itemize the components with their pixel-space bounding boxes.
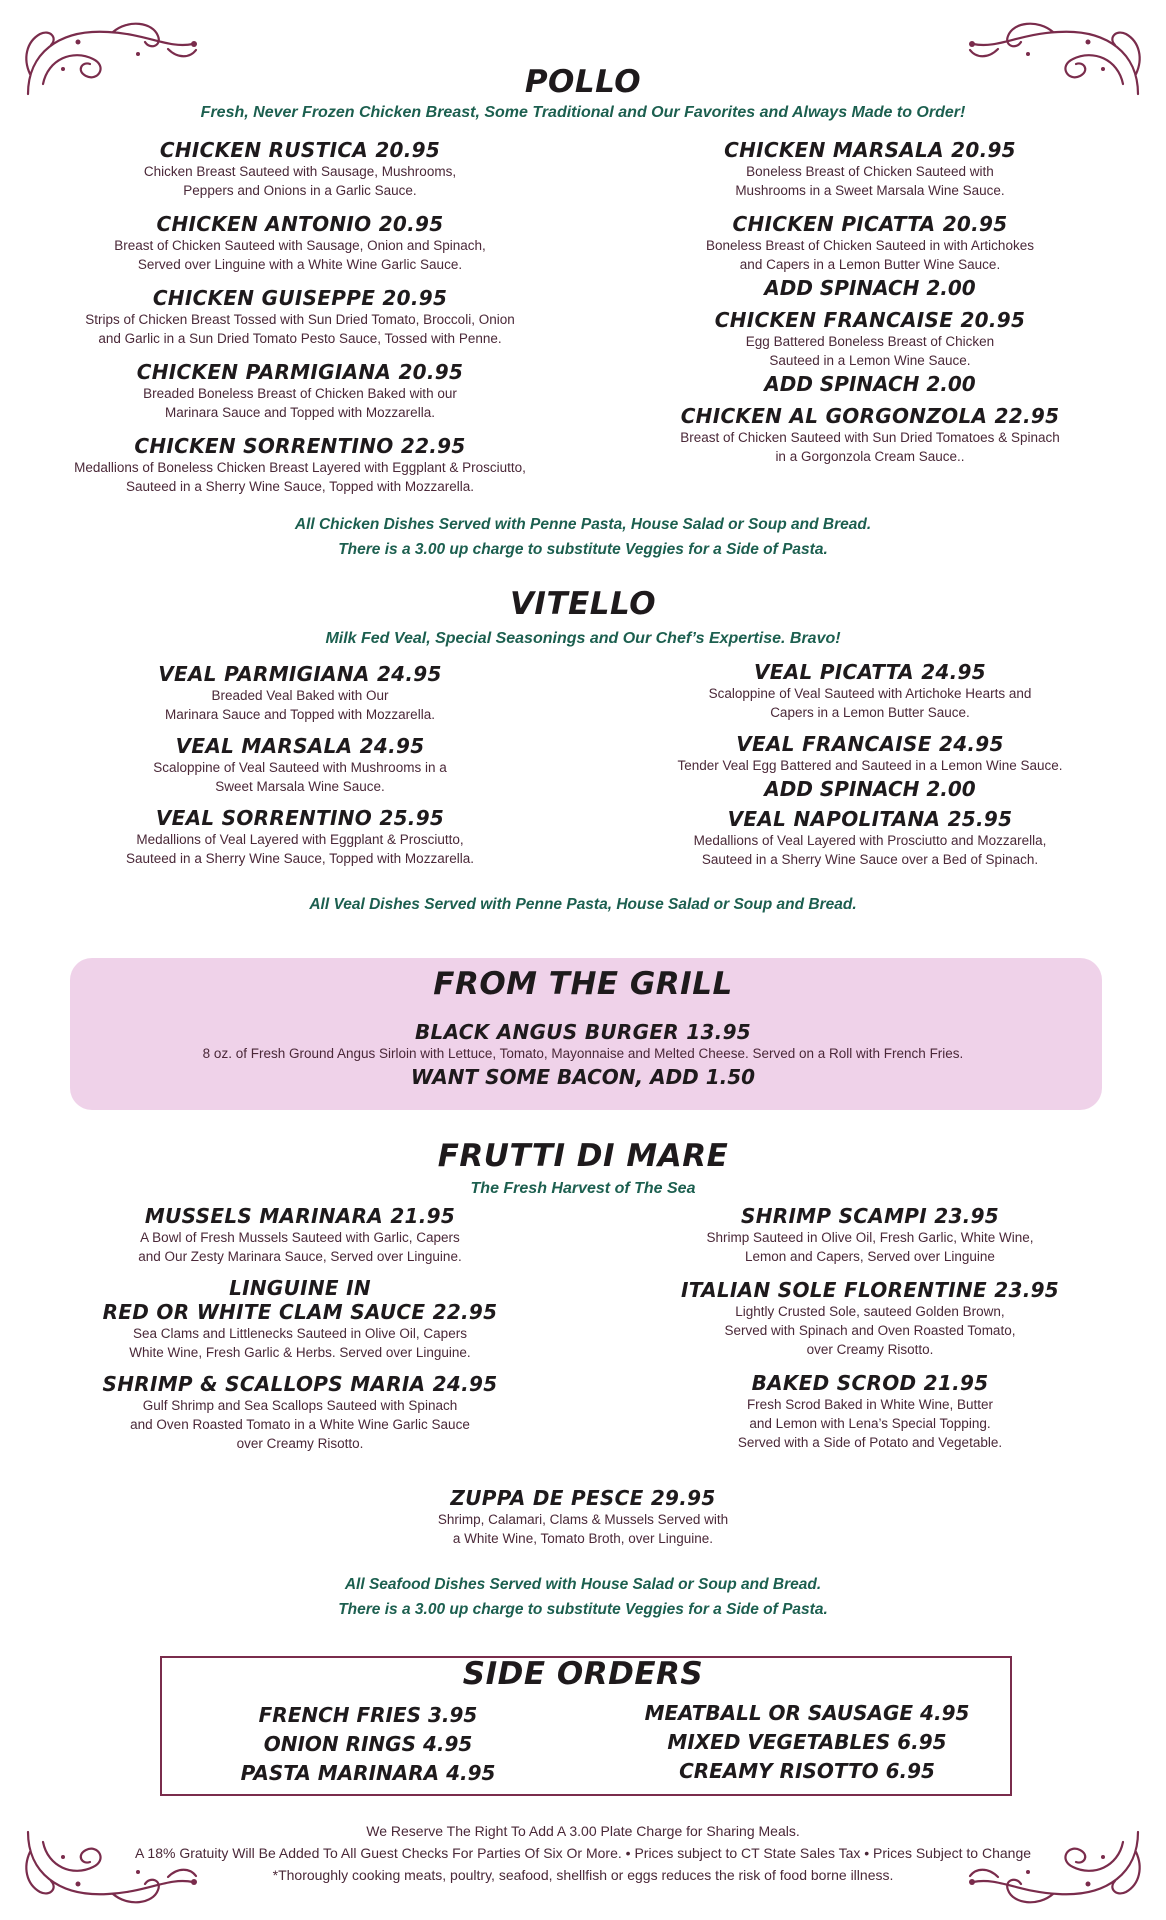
menu-item (50, 1372, 550, 1453)
sides-left-column (160, 1701, 576, 1788)
menu-item-desc: a White Wine, Tomato Broth, over Linguine. (452, 1531, 714, 1546)
menu-item-desc: Breaded Veal Baked with Our (211, 688, 389, 703)
note-line: All Veal Dishes Served with Penne Pasta, House Salad or Soup and Bread. (309, 896, 857, 913)
menu-item-desc: and Lemon with Lena’s Special Topping. (749, 1416, 991, 1431)
menu-item (620, 1278, 1120, 1359)
menu-item-name: RED OR WHITE CLAM SAUCE 22.95 (102, 1300, 498, 1324)
menu-item-name: VEAL NAPOLITANA 25.95 (727, 807, 1013, 831)
menu-item-name: CHICKEN PICATTA 20.95 (732, 212, 1008, 236)
grill-item (0, 1020, 1166, 1091)
menu-item (50, 1204, 550, 1266)
note-line: There is a 3.00 up charge to substitute Veggies for a Side of Pasta. (338, 1601, 828, 1618)
menu-item-desc: Marinara Sauce and Topped with Mozzarella. (165, 405, 435, 420)
note-line: All Seafood Dishes Served with House Salad or Soup and Bread. (344, 1576, 822, 1593)
menu-item-desc: Breast of Chicken Sauteed with Sun Dried Tomatoes & Spinach (680, 430, 1060, 445)
menu-item-name: BLACK ANGUS BURGER 13.95 (414, 1020, 752, 1044)
menu-item-name: VEAL PICATTA 24.95 (754, 660, 986, 684)
menu-item (50, 434, 550, 496)
menu-item-name: ITALIAN SOLE FLORENTINE 23.95 (680, 1278, 1060, 1302)
menu-item-desc: Sauteed in a Sherry Wine Sauce, Topped with Mozzarella. (126, 479, 474, 494)
menu-item-desc: Medallions of Veal Layered with Prosciutto and Mozzarella, (693, 833, 1047, 848)
menu-item (620, 138, 1120, 200)
menu-item (50, 1276, 550, 1362)
sides-right-column (592, 1699, 1022, 1786)
vitello-left-column (50, 662, 550, 868)
menu-item-desc: Medallions of Boneless Chicken Breast Layered with Eggplant & Prosciutto, (74, 460, 526, 475)
menu-item-desc: Sauteed in a Sherry Wine Sauce over a Bed of Spinach. (701, 852, 1039, 867)
footer-line: *Thoroughly cooking meats, poultry, seafood, shellfish or eggs reduces the risk of food borne illness. (272, 1867, 894, 1883)
menu-item-desc: Egg Battered Boneless Breast of Chicken (745, 334, 995, 349)
menu-item-desc: Sauteed in a Sherry Wine Sauce, Topped with Mozzarella. (126, 851, 474, 866)
menu-item-name: CHICKEN PARMIGIANA 20.95 (136, 360, 464, 384)
menu-item-desc: and Oven Roasted Tomato in a White Wine Garlic Sauce (130, 1417, 470, 1432)
menu-item-desc: Peppers and Onions in a Garlic Sauce. (183, 183, 417, 198)
section-title-pollo: POLLO (524, 64, 642, 100)
section-tagline-mare: The Fresh Harvest of The Sea (470, 1180, 696, 1197)
section-note-vitello (0, 892, 1166, 917)
note-line: All Chicken Dishes Served with Penne Pasta, House Salad or Soup and Bread. (294, 516, 872, 533)
menu-item (50, 138, 550, 200)
menu-item-desc: Served with Spinach and Oven Roasted Tomato, (724, 1323, 1016, 1338)
menu-item (620, 1204, 1120, 1266)
footer-notes (0, 1820, 1166, 1886)
menu-item (50, 662, 550, 724)
menu-item-desc: Scaloppine of Veal Sauteed with Artichoke Hearts and (708, 686, 1032, 701)
menu-item-addon: ADD SPINACH 2.00 (764, 372, 976, 396)
menu-item-desc: White Wine, Fresh Garlic & Herbs. Served over Linguine. (129, 1345, 471, 1360)
menu-item-name: VEAL MARSALA 24.95 (175, 734, 425, 758)
section-note-pollo (0, 512, 1166, 562)
menu-item-desc: Fresh Scrod Baked in White Wine, Butter (746, 1397, 994, 1412)
menu-item-desc: Lightly Crusted Sole, sauteed Golden Brown, (735, 1304, 1005, 1319)
footer-line: A 18% Gratuity Will Be Added To All Guest Checks For Parties Of Six Or More. • Prices subject to CT State Sales Tax • Prices Subject to Change (134, 1845, 1032, 1861)
side-item: MIXED VEGETABLES 6.95 (667, 1730, 947, 1754)
menu-item-name: CHICKEN SORRENTINO 22.95 (134, 434, 466, 458)
menu-item (620, 212, 1120, 302)
menu-item-desc: Sauteed in a Lemon Wine Sauce. (769, 353, 971, 368)
menu-item-name: MUSSELS MARINARA 21.95 (144, 1204, 456, 1228)
menu-item-name: VEAL FRANCAISE 24.95 (736, 732, 1004, 756)
menu-item-desc: Marinara Sauce and Topped with Mozzarella. (165, 707, 435, 722)
menu-item-desc: Gulf Shrimp and Sea Scallops Sauteed with Spinach (142, 1398, 458, 1413)
menu-item-name: VEAL SORRENTINO 25.95 (155, 806, 445, 830)
menu-item-addon: ADD SPINACH 2.00 (764, 276, 976, 300)
menu-item-desc: A Bowl of Fresh Mussels Sauteed with Garlic, Capers (140, 1230, 460, 1245)
menu-item-name: SHRIMP & SCALLOPS MARIA 24.95 (102, 1372, 498, 1396)
section-title-mare: FRUTTI DI MARE (437, 1138, 729, 1174)
menu-item-desc: and Capers in a Lemon Butter Wine Sauce. (739, 257, 1001, 272)
section-note-mare (0, 1572, 1166, 1622)
menu-item (620, 660, 1120, 722)
menu-item-desc: Breaded Boneless Breast of Chicken Baked with our (143, 386, 457, 401)
menu-item-desc: and Our Zesty Marinara Sauce, Served over Linguine. (138, 1249, 462, 1264)
section-title-vitello: VITELLO (509, 586, 657, 622)
note-line: There is a 3.00 up charge to substitute Veggies for a Side of Pasta. (338, 541, 828, 558)
section-tagline-pollo: Fresh, Never Frozen Chicken Breast, Some Traditional and Our Favorites and Always Made to Order! (200, 104, 966, 121)
menu-item-name: ZUPPA DE PESCE 29.95 (450, 1486, 716, 1510)
menu-item-name: CHICKEN MARSALA 20.95 (724, 138, 1016, 162)
menu-item (50, 286, 550, 348)
menu-item (620, 308, 1120, 398)
menu-item-desc: Lemon and Capers, Served over Linguine (745, 1249, 995, 1264)
footer-line: We Reserve The Right To Add A 3.00 Plate Charge for Sharing Meals. (366, 1823, 800, 1839)
menu-item-desc: in a Gorgonzola Cream Sauce.. (775, 449, 965, 464)
menu-item (620, 807, 1120, 869)
menu-item-name: CHICKEN FRANCAISE 20.95 (714, 308, 1026, 332)
mare-center-item (0, 1486, 1166, 1548)
menu-item-name: VEAL PARMIGIANA 24.95 (158, 662, 442, 686)
menu-item (620, 732, 1120, 803)
menu-item-desc: Shrimp Sauteed in Olive Oil, Fresh Garlic, White Wine, (706, 1230, 1034, 1245)
menu-item-desc: over Creamy Risotto. (806, 1342, 934, 1357)
mare-left-column (50, 1204, 550, 1453)
menu-item-addon: WANT SOME BACON, ADD 1.50 (410, 1065, 756, 1089)
menu-item-name: CHICKEN ANTONIO 20.95 (156, 212, 444, 236)
side-item: MEATBALL OR SAUSAGE 4.95 (644, 1701, 970, 1725)
menu-item-desc: 8 oz. of Fresh Ground Angus Sirloin with Lettuce, Tomato, Mayonnaise and Melted Cheese. Served on a Roll with French Fries. (202, 1046, 964, 1061)
menu-item-desc: Strips of Chicken Breast Tossed with Sun Dried Tomato, Broccoli, Onion (85, 312, 515, 327)
menu-item-desc: Served with a Side of Potato and Vegetable. (737, 1435, 1003, 1450)
menu-item-desc: Boneless Breast of Chicken Sauteed with (746, 164, 994, 179)
menu-item-name: CHICKEN RUSTICA 20.95 (159, 138, 441, 162)
side-item: PASTA MARINARA 4.95 (240, 1761, 496, 1785)
menu-item-desc: over Creamy Risotto. (236, 1436, 364, 1451)
side-item: FRENCH FRIES 3.95 (258, 1703, 478, 1727)
section-title-grill: FROM THE GRILL (433, 966, 733, 1002)
menu-item-desc: Tender Veal Egg Battered and Sauteed in a Lemon Wine Sauce. (677, 758, 1063, 773)
menu-item-desc: Medallions of Veal Layered with Eggplant & Prosciutto, (136, 832, 464, 847)
menu-item-desc: Boneless Breast of Chicken Sauteed in with Artichokes (706, 238, 1034, 253)
side-item: CREAMY RISOTTO 6.95 (679, 1759, 935, 1783)
menu-item-desc: Scaloppine of Veal Sauteed with Mushrooms in a (153, 760, 447, 775)
mare-right-column (620, 1204, 1120, 1452)
menu-item (50, 360, 550, 422)
menu-item-addon: ADD SPINACH 2.00 (764, 777, 976, 801)
menu-item-desc: Mushrooms in a Sweet Marsala Wine Sauce. (735, 183, 1005, 198)
section-tagline-vitello: Milk Fed Veal, Special Seasonings and Our Chef’s Expertise. Bravo! (325, 630, 841, 647)
menu-item-name: SHRIMP SCAMPI 23.95 (741, 1204, 999, 1228)
pollo-right-column (620, 138, 1120, 466)
menu-item (50, 734, 550, 796)
menu-item-name: CHICKEN GUISEPPE 20.95 (152, 286, 448, 310)
menu-item-desc: and Garlic in a Sun Dried Tomato Pesto Sauce, Tossed with Penne. (98, 331, 502, 346)
menu-item (620, 1371, 1120, 1452)
menu-item-desc: Breast of Chicken Sauteed with Sausage, Onion and Spinach, (114, 238, 486, 253)
menu-item (50, 212, 550, 274)
menu-item-desc: Capers in a Lemon Butter Sauce. (770, 705, 970, 720)
section-title-sides: SIDE ORDERS (462, 1656, 704, 1692)
pollo-left-column (50, 138, 550, 496)
menu-item-desc: Chicken Breast Sauteed with Sausage, Mushrooms, (143, 164, 457, 179)
menu-item-desc: Shrimp, Calamari, Clams & Mussels Served with (437, 1512, 729, 1527)
side-item: ONION RINGS 4.95 (263, 1732, 473, 1756)
menu-item-name: CHICKEN AL GORGONZOLA 22.95 (680, 404, 1060, 428)
menu-item-desc: Served over Linguine with a White Wine Garlic Sauce. (137, 257, 463, 272)
menu-item-desc: Sweet Marsala Wine Sauce. (215, 779, 385, 794)
menu-item-desc: Sea Clams and Littlenecks Sauteed in Olive Oil, Capers (133, 1326, 467, 1341)
menu-item (50, 806, 550, 868)
menu-item-name: LINGUINE IN (229, 1276, 371, 1300)
menu-item (620, 404, 1120, 466)
menu-item-name: BAKED SCROD 21.95 (751, 1371, 989, 1395)
vitello-right-column (620, 660, 1120, 869)
